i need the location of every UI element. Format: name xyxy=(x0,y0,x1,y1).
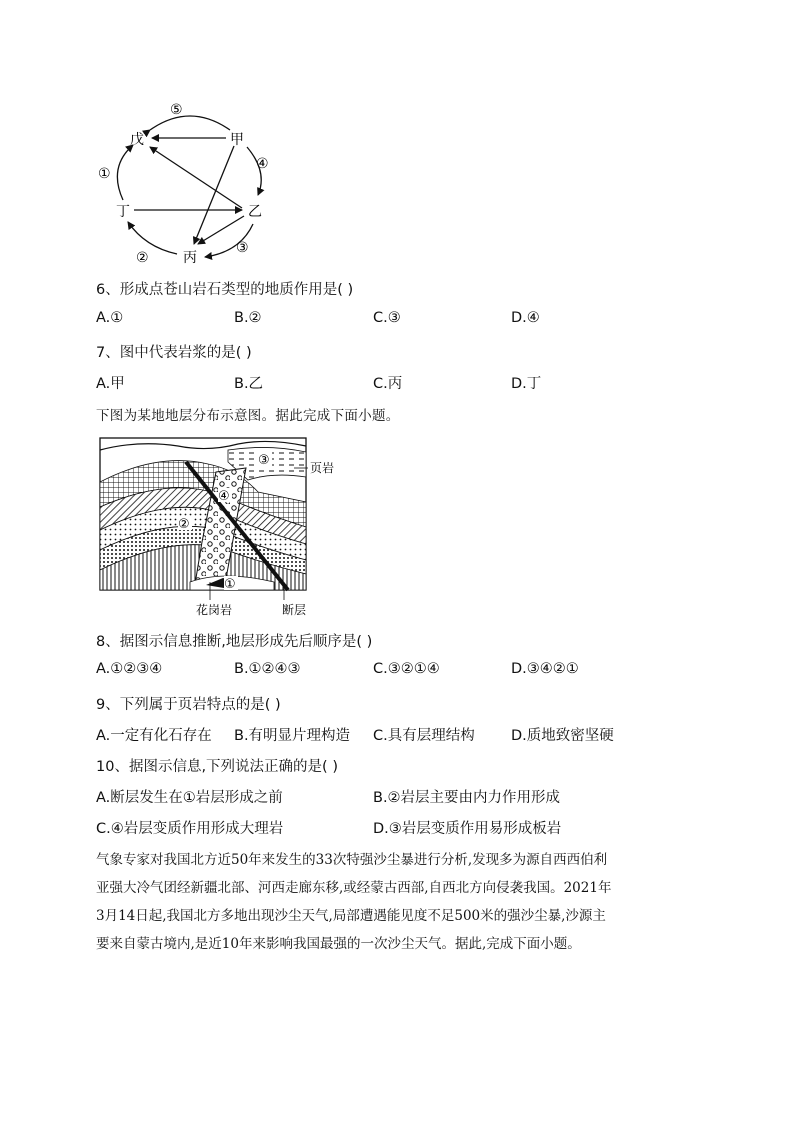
question-8-stem: 8、据图示信息推断,地层形成先后顺序是( ) xyxy=(96,634,373,650)
label-1: ① xyxy=(98,166,111,182)
q8-option-c[interactable]: C.③②①④ xyxy=(373,661,440,677)
q10-option-b[interactable]: B.②岩层主要由内力作用形成 xyxy=(373,790,561,806)
node-bing: 丙 xyxy=(183,250,197,266)
sandstorm-passage xyxy=(96,846,706,958)
passage-line-2: 亚强大冷气团经新疆北部、河西走廊东移,或经蒙古西部,自西北方向侵袭我国。2021年 xyxy=(96,880,612,896)
node-ding: 丁 xyxy=(116,204,130,220)
label-2: ② xyxy=(178,517,190,532)
label-granite: 花岗岩 xyxy=(196,603,233,617)
question-10-stem: 10、据图示信息,下列说法正确的是( ) xyxy=(96,759,338,775)
label-4: ④ xyxy=(218,489,230,504)
node-jia: 甲 xyxy=(230,132,244,148)
arrow-jia-bing xyxy=(194,146,234,244)
q9-option-d[interactable]: D.质地致密坚硬 xyxy=(511,728,614,744)
question-9-stem: 9、下列属于页岩特点的是( ) xyxy=(96,697,281,713)
q10-option-d[interactable]: D.③岩层变质作用易形成板岩 xyxy=(373,821,562,837)
q7-option-c[interactable]: C.丙 xyxy=(373,376,403,392)
q8-option-a[interactable]: A.①②③④ xyxy=(96,661,163,677)
label-3: ③ xyxy=(236,240,249,256)
strata-intro: 下图为某地地层分布示意图。据此完成下面小题。 xyxy=(96,408,400,424)
q7-option-d[interactable]: D.丁 xyxy=(511,376,542,392)
q6-option-c[interactable]: C.③ xyxy=(373,310,401,326)
q10-option-c[interactable]: C.④岩层变质作用形成大理岩 xyxy=(96,821,284,837)
q6-option-d[interactable]: D.④ xyxy=(511,310,540,326)
question-6-stem: 6、形成点苍山岩石类型的地质作用是( ) xyxy=(96,282,354,298)
arrow-yi-wu xyxy=(150,147,242,208)
label-shale: 页岩 xyxy=(310,461,335,475)
node-yi: 乙 xyxy=(248,204,262,220)
q9-option-a[interactable]: A.一定有化石存在 xyxy=(96,728,212,744)
label-2: ② xyxy=(136,250,149,266)
passage-line-3: 3月14日起,我国北方多地出现沙尘天气,局部遭遇能见度不足500米的强沙尘暴,沙源主 xyxy=(96,908,606,924)
label-4: ④ xyxy=(256,156,269,172)
rock-cycle-diagram xyxy=(90,92,290,267)
q9-option-c[interactable]: C.具有层理结构 xyxy=(373,728,475,744)
node-wu: 戊 xyxy=(130,132,144,148)
q8-option-d[interactable]: D.③④②① xyxy=(511,661,579,677)
q8-option-b[interactable]: B.①②④③ xyxy=(234,661,301,677)
label-3: ③ xyxy=(258,453,270,468)
q7-option-a[interactable]: A.甲 xyxy=(96,376,125,392)
question-7-stem: 7、图中代表岩浆的是( ) xyxy=(96,345,252,361)
arc-5 xyxy=(150,116,230,130)
strata-diagram xyxy=(98,432,348,620)
label-1: ① xyxy=(224,577,236,592)
label-5: ⑤ xyxy=(170,102,183,118)
q6-option-b[interactable]: B.② xyxy=(234,310,262,326)
label-fault: 断层 xyxy=(282,603,307,617)
passage-line-1: 气象专家对我国北方近50年来发生的33次特强沙尘暴进行分析,发现多为源自西西伯利 xyxy=(96,852,608,868)
q9-option-b[interactable]: B.有明显片理构造 xyxy=(234,728,351,744)
q7-option-b[interactable]: B.乙 xyxy=(234,376,264,392)
passage-line-4: 要来自蒙古境内,是近10年来影响我国最强的一次沙尘天气。据此,完成下面小题。 xyxy=(96,936,581,952)
q10-option-a[interactable]: A.断层发生在①岩层形成之前 xyxy=(96,790,283,806)
q6-option-a[interactable]: A.① xyxy=(96,310,124,326)
arc-1 xyxy=(117,145,133,200)
